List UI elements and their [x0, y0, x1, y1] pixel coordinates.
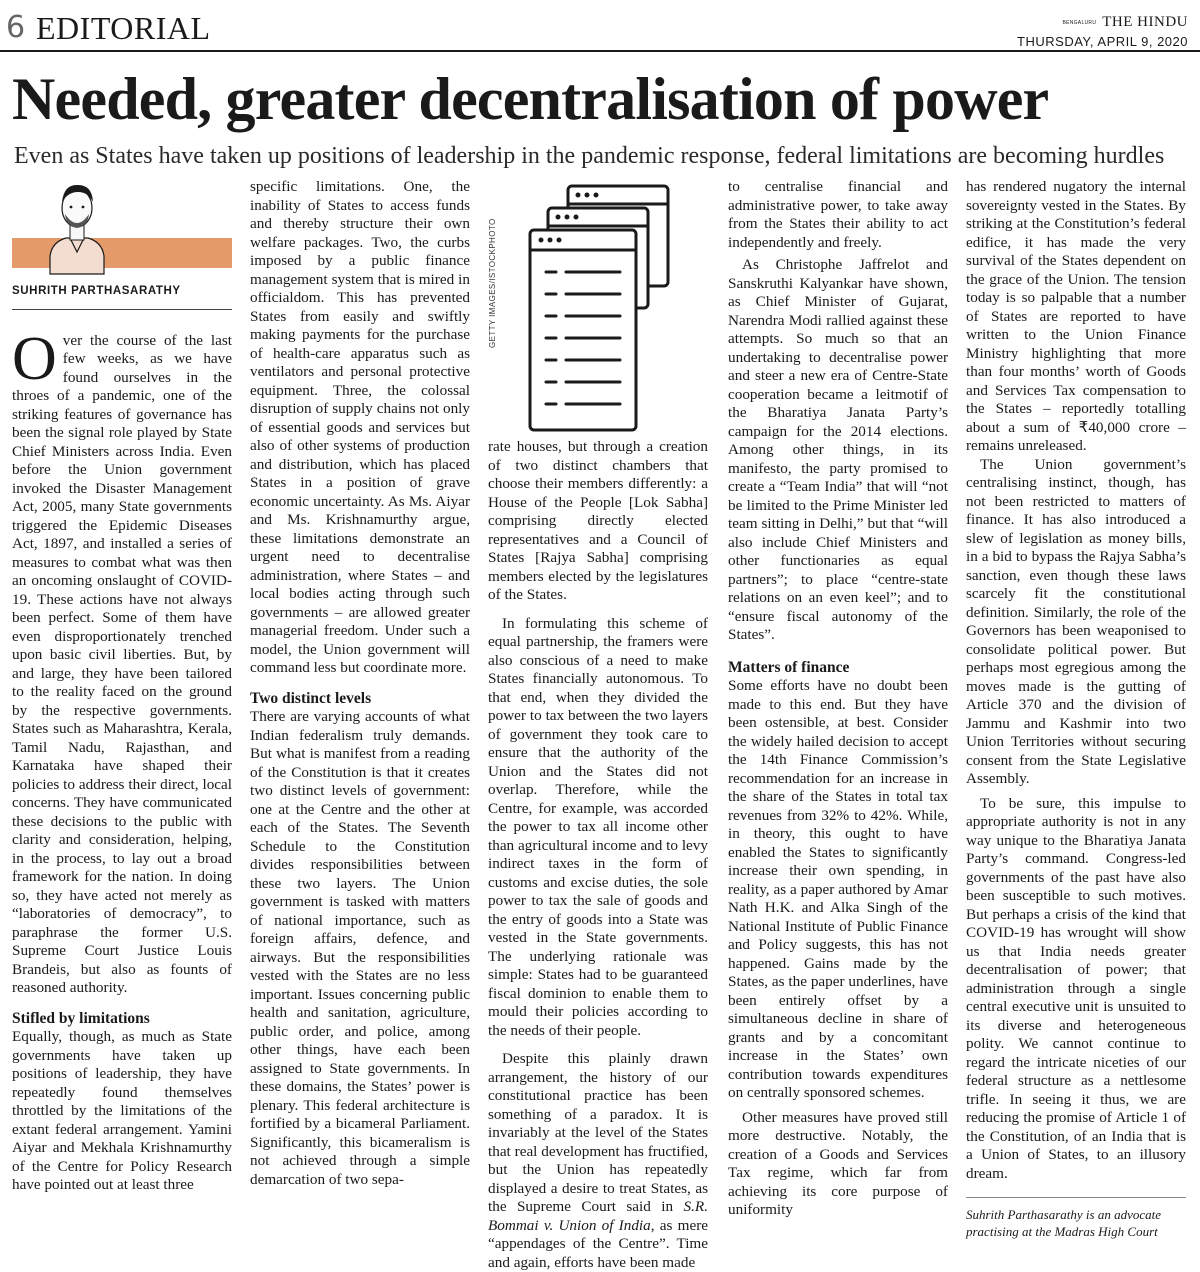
- column-4: [728, 178, 948, 1218]
- drop-cap: O: [12, 324, 57, 393]
- column-1: [12, 178, 232, 1193]
- image-credit-text: GETTY IMAGES/ISTOCKPHOTO: [488, 218, 497, 348]
- paragraph-with-case-name: [488, 1050, 708, 1272]
- paragraph-text: , as mere “appendages of the Centre”. Time and again, efforts have been made: [488, 1216, 708, 1271]
- paper-name: THE HINDU: [1102, 14, 1188, 30]
- author-portrait: [12, 178, 232, 274]
- paper-name-line: [1017, 14, 1188, 31]
- standfirst: Even as States have taken up positions of leadership in the pandemic response, federal limitations are becoming hurdles: [14, 143, 1165, 169]
- paragraph: There are varying accounts of what Indian federalism truly demands. But what is manifest from a reading of the Constitution is that it creates two distinct levels of government: one at the Centre and the other at each of the States. The Seventh Schedule to the Constitution divides responsibilities between these two layers. The Union government is tasked with matters of national importance, such as foreign affairs, defence, and airways. But the responsibilities vested with the States are no less important. Issues concerning public health and sanitation, agriculture, public order, and police, among other things, have each been assigned to State governments. In these domains, the States’ power is plenary. This federal architecture is fortified by a bicameral Parliament. Significantly, this bicameralism is not achieved through a simple demarcation of two sepa-: [250, 708, 470, 1188]
- issue-date: THURSDAY, APRIL 9, 2020: [1017, 34, 1188, 49]
- column-2: [250, 178, 470, 1188]
- page-number: 6: [6, 10, 26, 45]
- paragraph: Some efforts have no doubt been made to this end. But they have been ostensible, at best. Consider the widely hailed decision to accept the 14th Finance Commission’s recommendation for an increase in the share of the States in total tax revenues from 32% to 42%. While, in theory, this ought to have enabled the States to significantly increase their own spending, in reality, as a paper authored by Amar Nath H.K. and Alka Singh of the National Institute of Public Finance and Policy suggests, this has not happened. Gains made by the States, as the paper underlines, have been entirely offset by a simultaneous decline in share of grants and by a concomitant increase in the States’ own contribution towards expenditures on centrally sponsored schemes.: [728, 677, 948, 1101]
- column-5: [966, 178, 1186, 1239]
- paragraph: rate houses, but through a creation of two distinct chambers that choose their members differently: a House of the People [Lok Sabha] comprising directly elected representatives and a Council of States [Rajya Sabha] comprising members elected by the legislatures of the States.: [488, 438, 708, 603]
- paragraph: specific limitations. One, the inability of States to access funds and thereby structure their own welfare packages. Two, the curbs imposed by a public finance management system that is mired in officialdom. This has prevented States from easily and swiftly making payments for the purchase of health-care apparatus such as ventilators and personal protective equipment. Three, the colossal disruption of supply chains not only of essential goods and services but also of other systems of production and distribution, which has placed States in a position of grave economic uncertainty. As Ms. Aiyar and Ms. Krishnamurthy argue, these limitations demonstrate an urgent need to decentralise administration, where States – and local bodies acting through such governments – are allowed greater managerial freedom. Under such a model, the Union government will command less but coordinate more.: [250, 178, 470, 676]
- case-name: S.R. Bommai v. Union of India: [488, 1198, 708, 1234]
- author-note: Suhrith Parthasarathy is an advocate practising at the Madras High Court: [966, 1197, 1186, 1240]
- image-credit: [484, 198, 496, 348]
- subheading: Two distinct levels: [250, 689, 372, 707]
- headline: Needed, greater decentralisation of power: [12, 66, 1049, 132]
- paragraph: As Christophe Jaffrelot and Sanskruthi Kalyankar have shown, as Chief Minister of Gujarat, Narendra Modi rallied against these attempts. So much so that an undertaking to decentralise power and steer a new era of Centre-State cooperation became a leitmotif of the Bharatiya Janata Party’s campaign for the 2014 elections. Among other things, in its manifesto, the party promised to create a “Team India” that will “not be limited to the Prime Minister led team sitting in Delhi,” but that “will also include Chief Ministers and other functionaries as equal partners”; to place “centre-state relations on an even keel”; and to “ensure fiscal autonomy of the States”.: [728, 256, 948, 643]
- masthead: [0, 0, 1200, 52]
- paragraph: Other measures have proved still more destructive. Notably, the creation of a Goods and Services Tax regime, which far from achieving its core purpose of uniformity: [728, 1108, 948, 1218]
- author-byline: SUHRITH PARTHASARATHY: [12, 282, 232, 310]
- browser-windows-icon: [508, 178, 708, 438]
- paragraph-text: Despite this plainly drawn arrangement, the history of our constitutional practice has been something of a paradox. It is invariably at the level of the States that real development has fructified, but the Union has repeatedly displayed a desire to treat States, as the Supreme Court said in: [488, 1050, 708, 1215]
- paragraph: To be sure, this impulse to appropriate authority is not in any way unique to the Bharatiya Janata Party’s command. Congress-led governments of the past have also been susceptible to such motives. But perhaps a crisis of the kind that COVID-19 has wrought will show us that India needs greater decentralisation of power; that administration through a single central executive unit is unsuited to its diverse and heterogeneous polity. We cannot continue to regard the intricate niceties of our federal structure as a nettlesome trifle. In seeing it thus, we are reducing the promise of Article 1 of the Constitution, of an India that is a Union of States, to an illusory dream.: [966, 794, 1186, 1182]
- edition-label: BENGALURU: [1062, 19, 1097, 26]
- paragraph: The Union government’s centralising instinct, though, has not been restricted to matters of finance. It has also introduced a slew of legislation as money bills, in a bid to bypass the Rajya Sabha’s sanction, even though these laws scarcely fit the constitutional definition. Similarly, the role of the Governors has been weaponised to consolidate political power. But perhaps most egregious among the moves made is the gutting of Article 370 and the division of Jammu and Kashmir into two Union Territories without securing consent from the State Legislative Assembly.: [966, 455, 1186, 787]
- document-illustration: [488, 178, 708, 438]
- lead-paragraph-block: [12, 324, 232, 998]
- paragraph: ver the course of the last few weeks, as we have found ourselves in the throes of a pandemic, one of the striking features of governance has been the signal role played by State Chief Ministers across India. Even before the Union government invoked the Disaster Management Act, 2005, many State governments triggered the Epidemic Diseases Act, 1897, and installed a series of measures to combat what was then an oncoming onslaught of COVID-19. These actions have not always been perfect. Some of them have even disproportionately trenched upon basic civil liberties. But, by and large, they have been tailored to the reality faced on the ground by the respective governments. States such as Maharashtra, Kerala, Tamil Nadu, Rajasthan, and Karnataka have shaped their policies to address their direct, local concerns. They have communicated these decisions to the public with clarity and consideration, helping, in the process, to lay out a broad framework for the nation. In doing so, they have acted not merely as “laboratories of democracy”, to paraphrase the former U.S. Supreme Court Justice Louis Brandeis, but also as founts of reasoned authority.: [12, 331, 232, 996]
- paragraph: has rendered nugatory the internal sovereignty vested in the States. By striking at the Constitution’s federal edifice, it has made the very survival of the States dependent on the grace of the Union. The tension today is so palpable that a number of States are reported to have written to the Union Finance Ministry highlighting that more than four months’ worth of Goods and Services Tax compensation to the States – reportedly totalling about a sum of ₹40,000 crore – remains unreleased.: [966, 178, 1186, 454]
- paragraph: In formulating this scheme of equal partnership, the framers were also conscious of a need to make States financially autonomous. To that end, when they divided the power to tax between the two layers of government they took care to ensure that the authority of the Union and the States did not overlap. Therefore, while the Centre, for example, was accorded the power to tax all income other than agricultural income and to levy indirect taxes in the form of customs and excise duties, the sole power to tax the sale of goods and the entry of goods into a State was vested in the State governments. The underlying rationale was simple: States had to be guaranteed fiscal dominion to enable them to mould their policies according to the needs of their people.: [488, 614, 708, 1039]
- paragraph: to centralise financial and administrative power, to take away from the States their ability to act independently and freely.: [728, 178, 948, 251]
- column-3: [488, 178, 708, 1271]
- subheading: Matters of finance: [728, 658, 850, 676]
- masthead-right: [1017, 14, 1188, 49]
- paragraph: Equally, though, as much as State governments have taken up positions of leadership, they have repeatedly found themselves throttled by the limitations of the extant federal arrangement. Yamini Aiyar and Mekhala Krishnamurthy of the Centre for Policy Research have pointed out at least three: [12, 1028, 232, 1193]
- subheading: Stifled by limitations: [12, 1009, 150, 1027]
- section-title: EDITORIAL: [36, 10, 211, 46]
- author-portrait-illustration: [42, 178, 112, 274]
